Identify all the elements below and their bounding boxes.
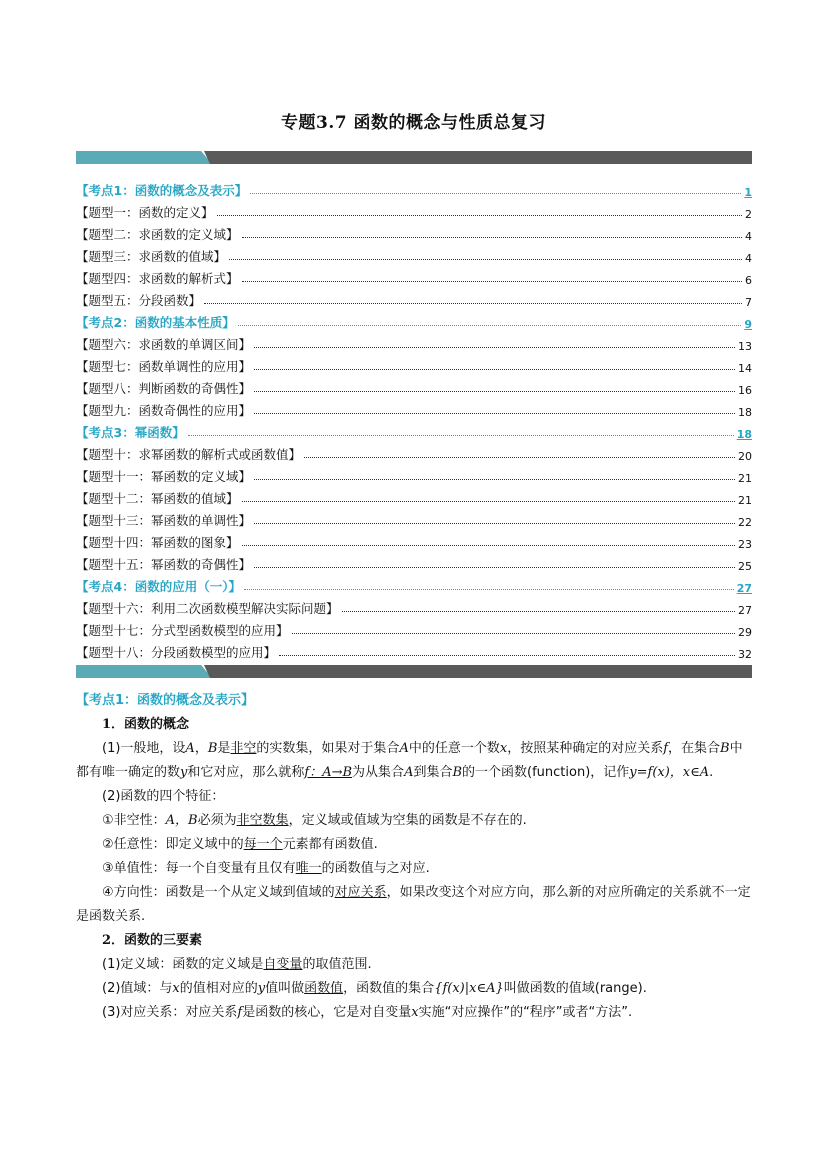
toc-page-number: 6: [745, 274, 752, 287]
toc-section-entry[interactable]: [76, 309, 752, 331]
toc-entry-label: 【考点3：幂函数】: [76, 425, 185, 440]
toc-section-entry[interactable]: [76, 177, 752, 199]
toc-entry[interactable]: [76, 287, 752, 309]
toc-page-number: 21: [738, 494, 752, 507]
math-var: f: [663, 741, 669, 756]
toc-leader-dots: [217, 214, 742, 216]
subheading-three-elements: 2．函数的三要素: [102, 933, 203, 948]
toc-leader-dots: [242, 544, 735, 546]
toc-page-number: 20: [738, 450, 752, 463]
toc-entry-label: 【题型六：求函数的单调区间】: [76, 337, 252, 352]
toc-leader-dots: [279, 654, 735, 656]
toc-entry[interactable]: [76, 595, 752, 617]
text: ，在集合: [668, 741, 721, 756]
underlined-term: 每一个: [243, 837, 283, 852]
band-gray-segment: [204, 665, 752, 678]
text: 的一个函数(function)，记作: [462, 765, 630, 780]
toc-entry-label: 【题型十三：幂函数的单调性】: [76, 513, 252, 528]
toc-page-number: 27: [738, 604, 752, 617]
text: 的实数集，如果对于集合: [256, 741, 400, 756]
toc-entry[interactable]: [76, 331, 752, 353]
toc-page-number: 23: [738, 538, 752, 551]
toc-leader-dots: [242, 500, 735, 502]
toc-entry-label: 【题型十八：分段函数模型的应用】: [76, 645, 277, 660]
text: 值叫做: [265, 981, 305, 996]
feature-direction: [76, 881, 752, 929]
toc-leader-dots: [254, 412, 735, 414]
decorative-band-top: [76, 151, 752, 164]
text: ，函数值的集合: [343, 981, 435, 996]
toc-entry[interactable]: [76, 353, 752, 375]
toc-entry[interactable]: [76, 529, 752, 551]
section-heading: 【考点1：函数的概念及表示】: [76, 693, 255, 708]
page-title: 专题3.7 函数的概念与性质总复习: [281, 113, 546, 133]
text: ，: [194, 741, 208, 756]
toc-leader-dots: [254, 522, 735, 524]
toc-entry[interactable]: [76, 463, 752, 485]
toc-leader-dots: [238, 324, 742, 326]
decorative-band-bottom: [76, 665, 752, 678]
toc-entry-label: 【题型八：判断函数的奇偶性】: [76, 381, 252, 396]
math-var: A，B: [165, 813, 198, 828]
toc-page-number: 32: [738, 648, 752, 661]
text: 是: [217, 741, 231, 756]
math-var: y: [180, 765, 188, 780]
text: 必须为: [197, 813, 237, 828]
toc-leader-dots: [254, 566, 735, 568]
text: 为从集合: [352, 765, 405, 780]
toc-entry-label: 【题型九：函数奇偶性的应用】: [76, 403, 252, 418]
table-of-contents: [76, 177, 752, 661]
element-correspondence: [76, 1001, 752, 1025]
math-var: f: [237, 1005, 243, 1020]
toc-leader-dots: [254, 368, 735, 370]
text: (1)定义域：函数的定义域是: [102, 957, 264, 972]
toc-entry[interactable]: [76, 507, 752, 529]
toc-leader-dots: [244, 588, 734, 590]
toc-entry-label: 【题型十二：幂函数的值域】: [76, 491, 239, 506]
math-expression: {f(x)|x∈A}: [434, 981, 504, 996]
toc-leader-dots: [254, 390, 735, 392]
text: ②任意性：即定义域中的: [102, 837, 244, 852]
toc-leader-dots: [254, 346, 735, 348]
band-teal-segment: [76, 665, 212, 678]
math-var: x: [499, 741, 508, 756]
toc-entry-label: 【题型十一：幂函数的定义域】: [76, 469, 252, 484]
toc-entry[interactable]: [76, 551, 752, 573]
toc-page-number: 18: [738, 406, 752, 419]
toc-leader-dots: [229, 258, 742, 260]
toc-entry[interactable]: [76, 441, 752, 463]
features-heading: (2)函数的四个特征：: [102, 789, 225, 804]
text: 到集合: [413, 765, 453, 780]
toc-entry[interactable]: [76, 617, 752, 639]
toc-entry[interactable]: [76, 639, 752, 661]
text: 的值相对应的: [179, 981, 258, 996]
text: 元素都有函数值.: [282, 837, 378, 852]
text: ，定义域或值域为空集的函数是不存在的.: [288, 813, 527, 828]
feature-nonempty: [76, 809, 752, 833]
text: (2)值域：与: [102, 981, 173, 996]
toc-entry-label: 【考点2：函数的基本性质】: [76, 315, 235, 330]
toc-page-number: 18: [736, 428, 752, 441]
underlined-term: 自变量: [263, 957, 303, 972]
toc-entry[interactable]: [76, 375, 752, 397]
text: 的取值范围.: [302, 957, 372, 972]
math-var: B: [720, 741, 730, 756]
toc-entry-label: 【考点1：函数的概念及表示】: [76, 183, 248, 198]
toc-entry-label: 【题型十：求幂函数的解析式或函数值】: [76, 447, 302, 462]
toc-entry[interactable]: [76, 221, 752, 243]
math-var: A: [185, 741, 195, 756]
toc-leader-dots: [204, 302, 742, 304]
toc-entry-label: 【题型十四：幂函数的图象】: [76, 535, 239, 550]
text: ，如果改变这个对应方向，那么新的对应所确定的关系就不一定是函数关系.: [76, 885, 751, 924]
toc-entry-label: 【考点4：函数的应用（一）】: [76, 579, 241, 594]
math-mapping: f：A→B: [304, 765, 353, 780]
toc-page-number: 7: [745, 296, 752, 309]
math-var: A: [399, 741, 409, 756]
toc-entry[interactable]: [76, 199, 752, 221]
toc-entry[interactable]: [76, 243, 752, 265]
toc-entry-label: 【题型二：求函数的定义域】: [76, 227, 239, 242]
math-var: x: [411, 1005, 419, 1020]
subheading-function-concept: 1．函数的概念: [102, 717, 190, 732]
paragraph-definition: [76, 737, 752, 785]
toc-leader-dots: [292, 632, 735, 634]
toc-entry-label: 【题型十六：利用二次函数模型解决实际问题】: [76, 601, 339, 616]
feature-arbitrary: [76, 833, 752, 857]
text: 是函数的核心，它是对自变量: [242, 1005, 412, 1020]
text: 中都有唯一确定的数: [76, 741, 743, 780]
toc-leader-dots: [188, 434, 734, 436]
text: 和它对应，那么就称: [187, 765, 305, 780]
toc-entry-label: 【题型三：求函数的值域】: [76, 249, 227, 264]
toc-page-number: 25: [738, 560, 752, 573]
band-teal-segment: [76, 151, 212, 164]
toc-leader-dots: [254, 478, 735, 480]
math-var: A: [404, 765, 414, 780]
underlined-term: 非空数集: [236, 813, 289, 828]
math-expression: y=f(x)，x∈A: [629, 765, 710, 780]
toc-entry[interactable]: [76, 265, 752, 287]
toc-page-number: 9: [744, 318, 752, 331]
toc-section-entry[interactable]: [76, 573, 752, 595]
toc-entry-label: 【题型十五：幂函数的奇偶性】: [76, 557, 252, 572]
toc-entry-label: 【题型七：函数单调性的应用】: [76, 359, 252, 374]
toc-entry-label: 【题型五：分段函数】: [76, 293, 202, 308]
toc-page-number: 27: [736, 582, 752, 595]
toc-page-number: 21: [738, 472, 752, 485]
math-var: x: [172, 981, 180, 996]
toc-page-number: 1: [744, 186, 752, 199]
toc-leader-dots: [250, 192, 741, 194]
element-domain: [76, 953, 752, 977]
math-var: y: [257, 981, 266, 996]
toc-page-number: 2: [745, 208, 752, 221]
underlined-term: 函数值: [304, 981, 344, 996]
toc-leader-dots: [304, 456, 735, 458]
toc-page-number: 29: [738, 626, 752, 639]
toc-entry-label: 【题型四：求函数的解析式】: [76, 271, 239, 286]
feature-single-valued: [76, 857, 752, 881]
toc-page-number: 13: [738, 340, 752, 353]
band-gray-segment: [204, 151, 752, 164]
text: 叫做函数的值域(range).: [503, 981, 647, 996]
text: ，按照某种确定的对应关系: [507, 741, 664, 756]
underlined-term: 非空: [230, 741, 257, 756]
toc-section-entry[interactable]: [76, 419, 752, 441]
document-body: [76, 689, 752, 1025]
text: 中的任意一个数: [408, 741, 500, 756]
text: 实施“对应操作”的“程序”或者“方法”.: [418, 1005, 633, 1020]
element-range: [76, 977, 752, 1001]
math-var: B: [207, 741, 218, 756]
text: ①非空性：: [102, 813, 166, 828]
toc-page-number: 14: [738, 362, 752, 375]
text: (3)对应关系：对应关系: [102, 1005, 238, 1020]
underlined-term: 唯一: [295, 861, 322, 876]
toc-entry-label: 【题型十七：分式型函数模型的应用】: [76, 623, 289, 638]
toc-entry[interactable]: [76, 485, 752, 507]
toc-entry-label: 【题型一：函数的定义】: [76, 205, 214, 220]
underlined-term: 对应关系: [334, 885, 387, 900]
toc-entry[interactable]: [76, 397, 752, 419]
text: .: [709, 765, 714, 780]
text: ③单值性：每一个自变量有且仅有: [102, 861, 296, 876]
math-var: B: [452, 765, 463, 780]
text: 的函数值与之对应.: [321, 861, 430, 876]
toc-page-number: 22: [738, 516, 752, 529]
toc-page-number: 4: [745, 252, 752, 265]
toc-page-number: 4: [745, 230, 752, 243]
text: ④方向性：函数是一个从定义域到值域的: [102, 885, 335, 900]
toc-leader-dots: [242, 280, 742, 282]
toc-page-number: 16: [738, 384, 752, 397]
toc-leader-dots: [342, 610, 735, 612]
text: (1)一般地，设: [102, 741, 186, 756]
toc-leader-dots: [242, 236, 742, 238]
